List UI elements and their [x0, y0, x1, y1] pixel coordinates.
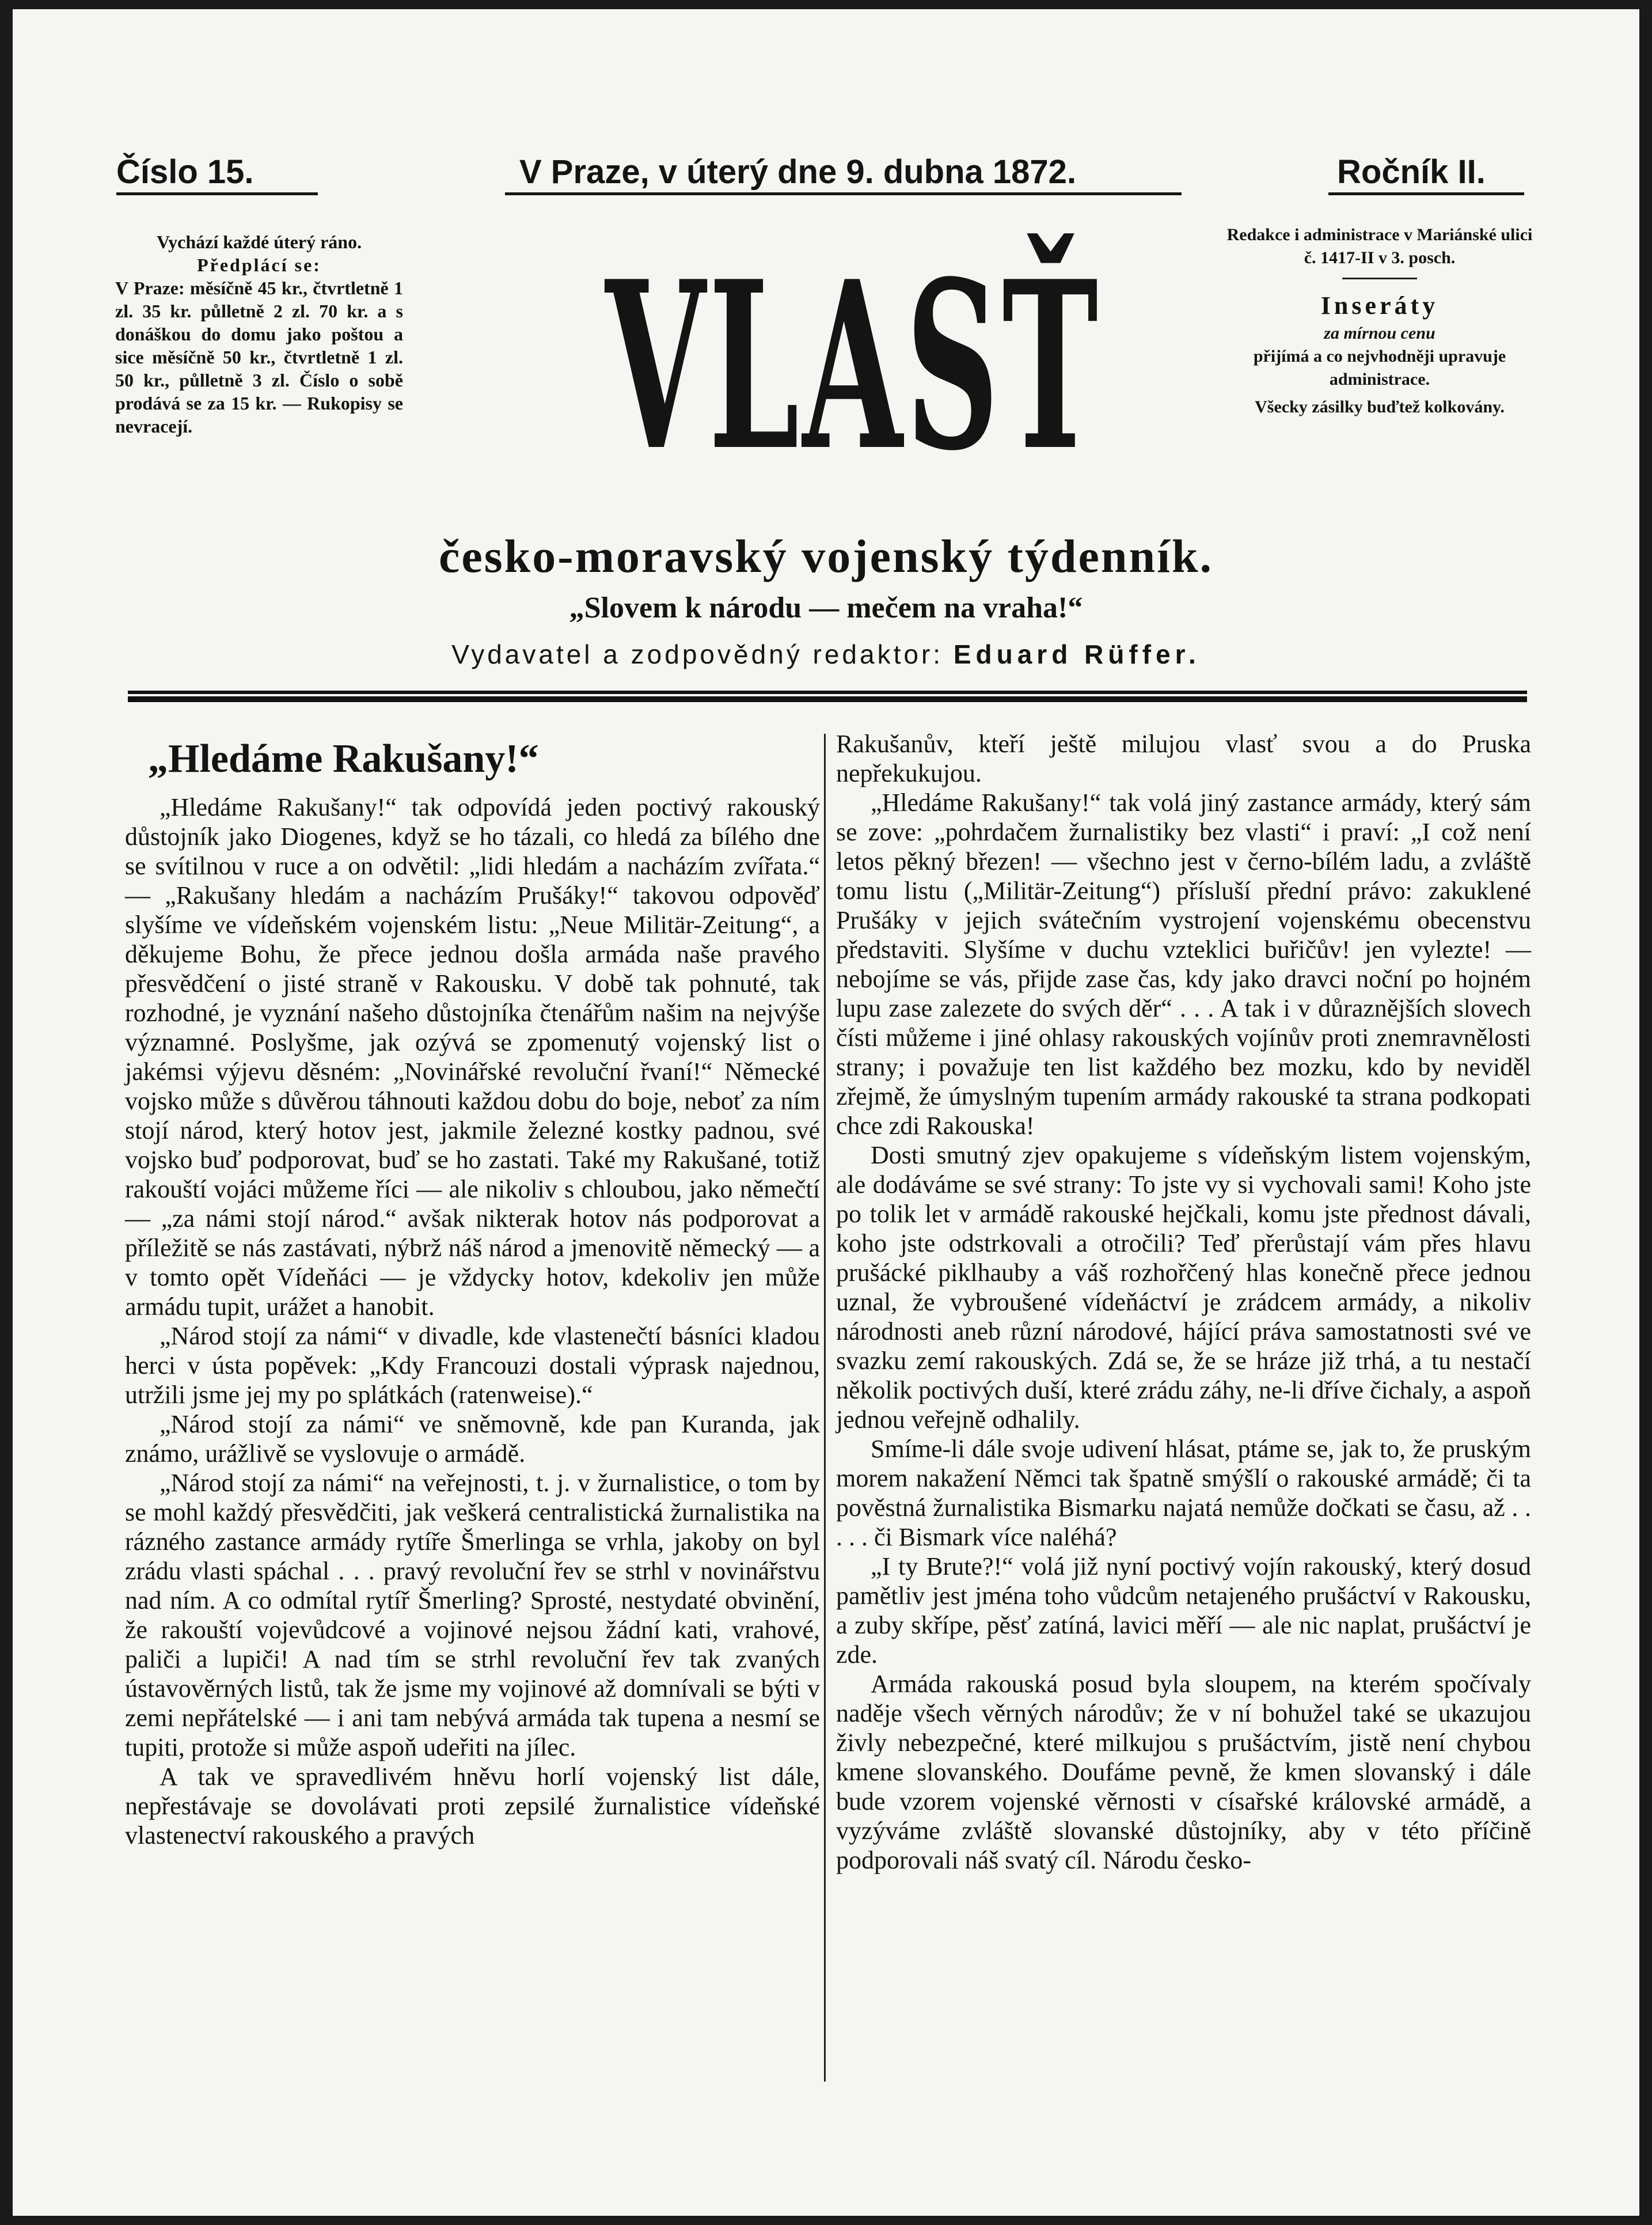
administration-info [1224, 223, 1535, 419]
publication-schedule: Vychází každé úterý ráno. [156, 232, 362, 252]
issue-number: Číslo 15. [116, 153, 254, 191]
date-underline [505, 192, 1182, 195]
article-paragraph: „I ty Brute?!“ volá již nyní poctivý vojín rakouský, který dosud pamětliv jest jména toho vůdcům netajeného prušáctví v Rakousku, a zuby skřípe, pěsť zatíná, lavici měří — ale nic naplat, prušáctví je zde. [836, 1552, 1531, 1669]
article-heading: „Hledáme Rakušany!“ [148, 737, 539, 781]
article-paragraph: „Hledáme Rakušany!“ tak volá jiný zastance armády, který sám se zove: „pohrdačem žurnalistiky bez vlasti“ i praví: „I což není letos pěkný březen! — všechno jest v černo-bílém ladu, a zvláště tomu listu („Militär-Zeitung“) přísluší přední právo: zakuklené Prušáky v jejich svátečním vystrojení vojenskému obecenstvu představiti. Slyšíme v duchu vzteklici buřičův! jen vylezte! — nebojíme se vás, přijde zase čas, kdy jako dravci noční po hojném lupu zase zalezete do svých děr“ . . . A tak i v důraznějších slovech čísti můžeme i jiné ohlasy rakouských vojínův proti znemravnělosti strany; i považuje ten list každého bez mozku, kdo by neviděl zřejmě, že úmyslným tupením armády rakouské ta strana podkopati chce zdi Rakouska! [836, 789, 1531, 1140]
article-paragraph: „Národ stojí za námi“ ve sněmovně, kde pan Kuranda, jak známo, urážlivě se vyslovuje o armádě. [125, 1410, 820, 1468]
office-address: Redakce i administrace v Mariánské ulici č. 1417-II v 3. posch. [1226, 225, 1533, 267]
article-paragraph: A tak ve spravedlivém hněvu horlí vojenský list dále, nepřestávaje se dovolávati proti zepsilé žurnalistice vídeňské vlastenectví rakouského a pravých [125, 1762, 820, 1849]
masthead-double-rule [128, 691, 1527, 702]
subscription-prices: V Praze: měsíčně 45 kr., čtvrtletně 1 zl. 35 kr. půlletně 2 zl. 70 kr. a s donáškou do domu jako poštou a sice měsíčně 50 kr., čtvrtletně 1 zl. 50 kr., půlletně 3 zl. Číslo o sobě prodává se za 15 kr. — Rukopisy se nevracejí. [115, 278, 403, 437]
article-paragraph: Smíme-li dále svoje udivení hlásat, ptáme se, jak to, že pruským morem nakažení Němci tak špatně smýšlí o rakouské armádě; či ta pověstná žurnalistika Bismarku najatá nemůže dočkati se času, až . . . . . či Bismark více naléhá? [836, 1435, 1531, 1551]
advertisements-heading: Inseráty [1320, 291, 1439, 320]
editor-line [13, 637, 1639, 672]
newspaper-page [13, 9, 1639, 2216]
inserty-divider [1342, 278, 1417, 279]
volume-number: Ročník II. [1337, 153, 1486, 191]
article-paragraph: „Hledáme Rakušany!“ tak odpovídá jeden poctivý rakouský důstojník jako Diogenes, když se ho tázali, co hledá za bílého dne se svítilnou v ruce a on odvětil: „lidi hledám a nacházím zvířata.“ — „Rakušany hledám a nacházím Prušáky!“ takovou odpověď slyšíme ve vídeňském vojenském listu: „Neue Militär-Zeitung“, a děkujeme Bohu, že přece jednou došla armáda naše pravého přesvědčení o jisté straně v Rakousku. V době tak pohnuté, tak rozhodné, je vyznání našeho důstojníka čtenářům našim na nejvýše významné. Poslyšme, jak ozývá se zpomenutý vojenský list o jakémsi výjevu děsném: „Novinářské revoluční řvaní!“ Německé vojsko může s důvěrou táhnouti každou dobu do boje, neboť za ním stojí národ, který hotov jest, jakmile železné kostky padnou, své vojsko buď podporovat, buď se ho zastati. Také my Rakušané, totiž rakouští vojáci můžeme říci — ale nikoliv s chloubou, jako němečtí — „za námi stojí národ.“ avšak nikterak hotov nás podporovat a příležitě se nás zastávati, nýbrž náš národ a jmenovitě německý — a v tomto opět Vídeňáci — je vždycky hotov, kdekoliv jen může armádu tupit, urážet a hanobit. [125, 793, 820, 1321]
newspaper-motto: „Slovem k národu — mečem na vraha!“ [569, 592, 1083, 624]
newspaper-title: VLASŤ [605, 231, 1102, 502]
editor-name: Eduard Rüffer. [953, 639, 1201, 669]
article-paragraph: „Národ stojí za námi“ na veřejnosti, t. j. v žurnalistice, o tom by se mohl každý přesvědčiti, jak veškerá centralistická žurnalistika na rázného zastance armády rytíře Šmerlinga se vrhla, jakoby on byl zrádu vlasti spáchal . . . pravý revoluční řev se strhl v novinářstvu nad ním. A co odmítal rytíř Šmerling? Sprosté, nestydaté obvinění, že rakouští vojevůdcové a vojinové nejsou žádní kati, vrahové, paliči a lupiči! A nad tím se strhl revoluční řev tak zvaných ústavověrných listů, tak že jsme my vojinové až domnívali se býti v zemi nepřátelské — i ani tam nebývá armáda tak tupena a nesmí se tupiti, protože si může aspoň udeřiti na jílec. [125, 1469, 820, 1761]
subscription-heading: Předplácí se: [197, 255, 321, 275]
advertisements-info: přijímá a co nejvhodněji upravuje administrace. [1253, 347, 1506, 389]
column-divider [824, 734, 826, 2082]
article-paragraph: Dosti smutný zjev opakujeme s vídeňským listem vojenským, ale dodáváme se své strany: To jste vy si vychovali sami! Koho jste po tolik let v armádě rakouské hejčkali, komu jste přednost dávali, koho jste odstrkovali a otročili? Teď přerůstají vám přes hlavu prušácké piklhauby a váš rozhořčený hlas konečně přece jednou uznal, že vybroušené vídeňáctví je zrádcem armády, a nikoliv národnosti aneb různí národové, hájící práva samostatnosti své ve svazku zemí rakouských. Zdá se, že se hráze již trhá, a tu nestačí několik poctivých duší, které zrádu záhy, ne-li dříve čichaly, a aspoň jednou veřejně odhalily. [836, 1141, 1531, 1434]
article-left-column [125, 729, 820, 1850]
advertisements-price: za mírnou cenu [1324, 324, 1435, 343]
article-right-column [836, 729, 1531, 1875]
volume-underline [1328, 192, 1524, 195]
issue-underline [116, 192, 318, 195]
postage-note: Všecky zásilky buďtež kolkovány. [1255, 397, 1505, 416]
issue-date: V Praze, v úterý dne 9. dubna 1872. [519, 153, 1077, 191]
editor-label: Vydavatel a zodpovědný redaktor: [451, 639, 944, 669]
article-paragraph: Armáda rakouská posud byla sloupem, na kterém spočívaly naděje všech věrných národův; že v ní bohužel také se ukazujou živly nebezpečné, které milkujou s prušáctvím, jistě není chybou kmene slovanského. Doufáme pevně, že kmen slovanský i dále bude vzorem vojenské věrnosti v císařské královské armádě, a vyzýváme zvláště slovanské důstojníky, aby v této příčině podporovali náš svatý cíl. Národu česko- [836, 1670, 1531, 1874]
subscription-info [115, 230, 403, 438]
article-paragraph: Rakušanův, kteří ještě milujou vlasť svou a do Pruska nepřekukujou. [836, 730, 1531, 787]
article-paragraph: „Národ stojí za námi“ v divadle, kde vlastenečtí básníci kladou herci v ústa popěvek: „Kdy Francouzi dostali výprask najednou, utržili jsme jej my po splátkách (ratenweise).“ [125, 1322, 820, 1409]
newspaper-subtitle: česko-moravský vojenský týdenník. [438, 530, 1214, 582]
